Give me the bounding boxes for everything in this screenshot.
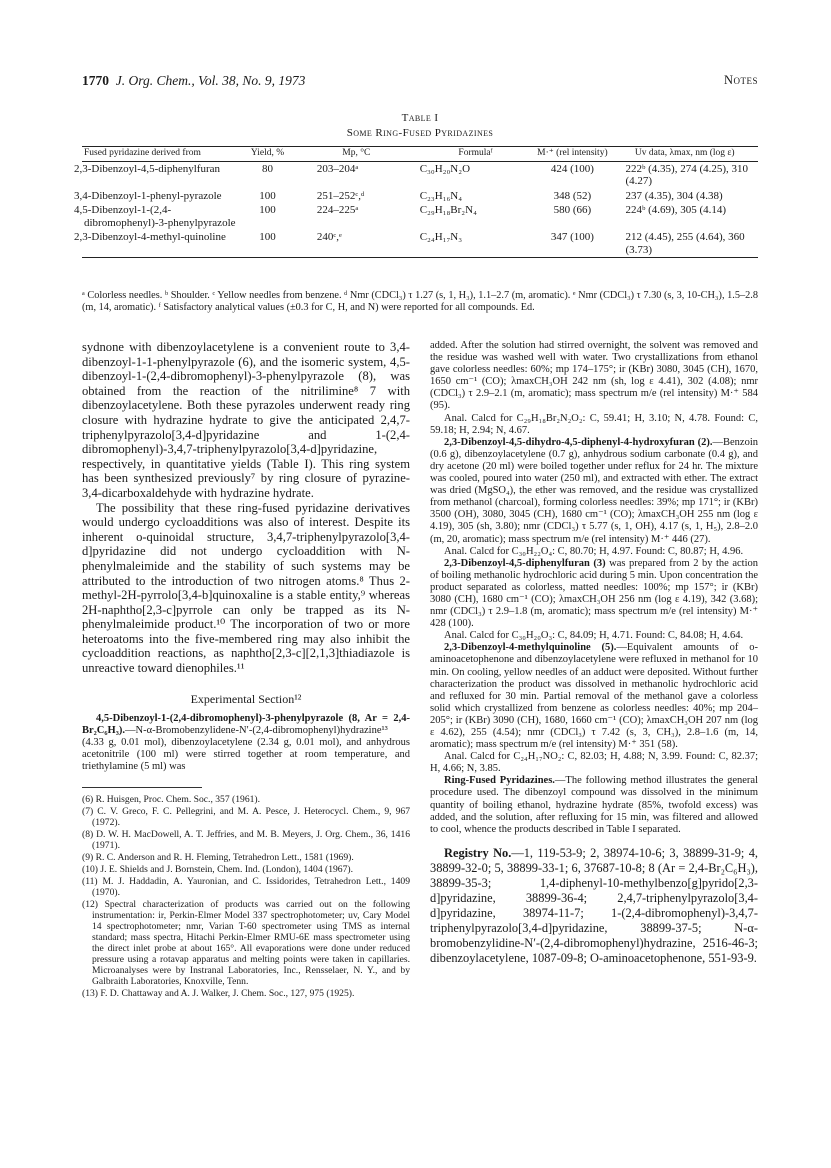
table-header-row: [82, 147, 758, 162]
section-name: Notes: [723, 73, 758, 87]
general-procedure-text: —The following method illustrates the general procedure used. The dibenzoyl compound was dissolved in the minimum quantity of boiling ethanol, hydrazine hydrate (85%, twofold excess) was added, and the solution, after refluxing for 15 min, was filtered and allowed to cool, whence the products described in Table I separated.: [430, 775, 758, 835]
cell-uv: 237 (4.35), 304 (4.38): [625, 189, 723, 202]
compound-3-title: 2,3-Dibenzoyl-4,5-diphenylfuran (3): [444, 557, 606, 569]
compound-8-analysis: Anal. Calcd for C₂₉H₁₈Br₂N₂O₂: C, 59.41; H, 3.10; N, 4.78. Found: C, 59.18; H, 2.94; N, 4.67.: [430, 412, 758, 436]
cell-formula: C₂₃H₁₆N₄: [419, 189, 463, 202]
cell-yield: 100: [259, 204, 276, 216]
table-row: [82, 189, 758, 204]
cell-fused: 2,3-Dibenzoyl-4,5-diphenylfuran: [74, 162, 221, 175]
compound-5-title: 2,3-Dibenzoyl-4-methylquinoline (5).: [444, 642, 617, 654]
compound-2-paragraph: [430, 437, 758, 546]
header-fused: Fused pyridazine derived from: [84, 148, 201, 158]
registry-numbers: [430, 846, 758, 966]
right-column: [430, 340, 758, 966]
cell-ms: 348 (52): [553, 189, 592, 202]
cell-uv: 222ᵇ (4.35), 274 (4.25), 310 (4.27): [625, 162, 749, 187]
running-head-left: [82, 73, 305, 89]
running-head: [82, 73, 758, 93]
compound-5-procedure: —Equivalent amounts of o-aminoacetophenone and dibenzoylacetylene were refluxed in methanol for 10 min. On cooling, yellow needles of an adduct were deposited. Without further characterization the product was dissolved in methanolic hydrochloric acid and refluxed for 30 min. Partial removal of the methanol gave a colorless solid which crystallized from benzene as colorless needles: 40%; mp 204–205°; ir (KBr) 3090 (CH), 1680, 1660 cm⁻¹ (CO); λmaxCH₃OH 207 nm (log ε 4.62), 255 (4.54); nmr (CDCl₃) τ 7.42 (s, 3, CH₃), 2.8–1.6 (m, 14, aromatic); mass spectrum m/e (rel intensity) M·⁺ 351 (58).: [430, 642, 758, 751]
cell-mp: 224–225ᵃ: [316, 204, 359, 216]
table-row: [82, 230, 758, 258]
reference-item: (9) R. C. Anderson and R. H. Fleming, Tetrahedron Lett., 1581 (1969).: [82, 852, 354, 864]
header-yield: Yield, %: [250, 148, 285, 158]
compound-3-paragraph: [430, 558, 758, 631]
table-row: [82, 161, 758, 189]
references-list: [82, 794, 410, 999]
cell-ms: 347 (100): [550, 231, 594, 243]
intro-paragraph-2: The possibility that these ring-fused pyridazine derivatives would undergo cycloadditions was also of interest. Despite its inherent o-quinoidal structure, 3,4,7-triphenylpyrazolo[3,4-d]pyridazine did not undergo cycloaddition with N-phenylmaleimide and the stability of such systems may be attributed to the introduction of two nitrogen atoms.⁸ Thus 2-methyl-2H-pyrrolo[3,4-b]quinoxaline is a stable entity,⁹ whereas 2H-naphtho[2,3-c]pyrrole can only be trapped as its N-phenylmaleimide product.¹⁰ The incorporation of two or more heteroatoms into the five-membered ring may also inhibit the cycloaddition reactions, as naphtho[2,3-c][2,1,3]thiadiazole is unreactive toward dienophiles.¹¹: [82, 500, 410, 676]
cell-yield: 100: [259, 189, 276, 202]
compound-5-paragraph: [430, 642, 758, 751]
compound-5-analysis: Anal. Calcd for C₂₄H₁₇NO₂: C, 82.03; H, 4.88; N, 3.99. Found: C, 82.37; H, 4.66; N, 3.85.: [430, 751, 758, 775]
general-procedure-paragraph: [430, 775, 758, 835]
registry-list: —1, 119-53-9; 2, 38974-10-6; 3, 38899-31-9; 4, 38899-32-0; 5, 38899-33-1; 6, 37687-10-8; 8 (Ar = 2,4-Br₂C₆H₃), 38899-35-3; 1,4-diphenyl-10-methylbenzo[g]pyrido[2,3-d]pyridazine, 38899-36-4; 2,4,7-triphenylpyrazolo[3,4-d]pyridazine, 38974-11-7; 1-(2,4-dibromophenyl)-3,4,7-triphenylpyrazolo[3,4-d]pyridazine, 38899-37-5; N-α-bromobenzylidine-N′-(2,4-dibromophenyl)hydrazine, 2516-46-3; dibenzoylacetylene, 1087-09-8; O-aminoacetophenone, 551-93-9.: [430, 845, 758, 965]
reference-item: (11) M. J. Haddadin, A. Yauronian, and C. Issidorides, Tetrahedron Lett., 1409 (1970).: [82, 876, 410, 899]
journal-citation: J. Org. Chem., Vol. 38, No. 9, 1973: [115, 73, 306, 88]
cell-fused: 4,5-Dibenzoyl-1-(2,4-dibromophenyl)-3-phenylpyrazole: [74, 204, 236, 229]
header-mp: Mp, °C: [342, 148, 371, 158]
reference-item: (13) F. D. Chattaway and A. J. Walker, J. Chem. Soc., 127, 975 (1925).: [82, 988, 355, 1000]
cell-uv: 224ᵇ (4.69), 305 (4.14): [625, 204, 727, 216]
cell-mp: 203–204ᵃ: [316, 162, 359, 175]
pyridazine-table: [74, 146, 758, 258]
cell-uv: 212 (4.45), 255 (4.64), 360 (3.73): [625, 231, 745, 256]
cell-fused: 2,3-Dibenzoyl-4-methyl-quinoline: [74, 231, 226, 243]
reference-item: (8) D. W. H. MacDowell, A. T. Jeffries, and M. B. Meyers, J. Org. Chem., 36, 1416 (1971).: [82, 829, 410, 852]
compound-3-procedure: was prepared from 2 by the action of boiling methanolic hydrochloric acid during 5 min. Upon concentration the product separated as colorless, matted needles: 100%; mp 157°; ir (KBr) 3080 (CH), 1680 cm⁻¹ (CO); λmaxCH₃OH 256 nm (log ε 4.19), 342 (3.68); nmr (CDCl₃) τ 2.9–1.8 (m, aromatic); mass spectrum m/e (rel intensity) M·⁺ 428 (100).: [430, 557, 758, 630]
intro-paragraph-1: sydnone with dibenzoylacetylene is a convenient route to 3,4-dibenzoyl-1-1-phenylpyrazole (6), and the isomeric system, 4,5-dibenzoyl-1-(2,4-dibromophenyl)-3-phenylpyrazole (8), was obtained from the reaction of the nitrilimine⁸ 7 with dibenzoylacetylene. Both these pyrazoles underwent ready ring closure with hydrazine hydrate to give the anticipated 2,4,7-triphenylpyrazolo[3,4-d]pyridazine and 1-(2,4-dibromophenyl)-3,4,7-triphenylpyrazolo[3,4-d]pyridazine, respectively, in quantitative yields (Table I). This ring system has been synthesized previously⁷ by ring closure of pyrazine-3,4-dicarboxaldehyde with hydrazine hydrate.: [82, 340, 410, 500]
reference-item: (12) Spectral characterization of products was carried out on the following instrumentation: ir, Perkin-Elmer Model 337 spectrophotometer; uv, Cary Model 14 spectrophotometer; nmr, Varian T-60 spectrometer using TMS as internal standard; mass spectra, Hitachi Perkin-Elmer RMU-6E mass spectrometer using the direct inlet probe at about 165°. All evaporations were done under reduced pressure using a rotavap apparatus and melting points were taken in capillaries. Microanalyses were by Instranal Laboratories, Inc., Rensselaer, N. Y., and by Galbraith Laboratories, Knoxville, Tenn.: [82, 899, 410, 988]
cell-mp: 251–252ᶜ,ᵈ: [316, 189, 365, 202]
page-number: 1770: [82, 73, 109, 88]
cell-fused: 3,4-Dibenzoyl-1-phenyl-pyrazole: [74, 189, 222, 202]
reference-item: (7) C. V. Greco, F. C. Pellegrini, and M. A. Pesce, J. Heterocycl. Chem., 9, 967 (1972).: [82, 806, 410, 829]
cell-yield: 100: [259, 231, 276, 243]
table-number: Table I: [401, 112, 439, 124]
table-footnotes: ᵃ Colorless needles. ᵇ Shoulder. ᶜ Yellow needles from benzene. ᵈ Nmr (CDCl₃) τ 1.27 (s, 1, H₃), 1.1–2.7 (m, aromatic). ᵉ Nmr (CDCl₃) τ 7.30 (s, 3, 10-CH₃), 1.5–2.8 (m, 14, aromatic). ᶠ Satisfactory analytical values (±0.3 for C, H, and N) were reported for all compounds. Ed.: [82, 290, 758, 313]
header-uv: Uv data, λmax, nm (log ε): [634, 148, 735, 158]
compound-3-analysis: Anal. Calcd for C₃₀H₂₀O₃: C, 84.09; H, 4.71. Found: C, 84.08; H, 4.64.: [444, 630, 744, 642]
experimental-paragraph-1: [82, 713, 410, 773]
header-ms: M·⁺ (rel intensity): [537, 148, 608, 158]
cell-formula: C₂₄H₁₇N₃: [419, 231, 463, 243]
table-row: [82, 203, 758, 230]
header-formula: Formulaᶠ: [458, 148, 493, 158]
left-column: [82, 340, 410, 1000]
compound-8-procedure: —N-α-Bromobenzylidene-N′-(2,4-dibromophenyl)hydrazine¹³ (4.33 g, 0.01 mol), dibenzoylacetylene (2.34 g, 0.01 mol), and anhydrous acetonitrile (100 ml) were stirred together at room temperature, and triethylamine (5 ml) was: [82, 724, 410, 773]
experimental-heading: Experimental Section¹²: [190, 691, 302, 706]
cell-yield: 80: [262, 162, 274, 175]
cell-ms: 424 (100): [550, 162, 594, 175]
general-procedure-title: Ring-Fused Pyridazines.: [444, 775, 555, 787]
cell-ms: 580 (66): [553, 204, 592, 216]
cell-mp: 240ᶜ,ᵉ: [316, 231, 342, 243]
reference-item: (10) J. E. Shields and J. Bornstein, Chem. Ind. (London), 1404 (1967).: [82, 864, 353, 876]
compound-2-procedure: —Benzoin (0.6 g), dibenzoylacetylene (0.7 g), anhydrous sodium carbonate (0.4 g), and dry acetone (20 ml) were boiled together under reflux for 24 hr. The mixture was cooled, poured into water (250 ml), and extracted with ether. The extract was dried (MgSO₄), the ether was removed, and the residue was crystallized from methanol (charcoal), forming colorless needles: 39%; mp 171°; ir (KBr) 3500 (OH), 3080, 3045 (CH), 1680 cm⁻¹ (CO); λmaxCH₃OH 255 nm (log ε 4.19), 305 (sh, 3.80); nmr (CDCl₃) τ 5.77 (s, 1, OH), 4.17 (s, 1, H₅), 2.8–2.0 (m, 20, aromatic); mass spectrum m/e (rel intensity) M·⁺ 446 (27).: [430, 436, 758, 545]
registry-label: Registry No.: [444, 845, 512, 860]
cell-formula: C₂₉H₁₈Br₂N₄: [419, 204, 477, 216]
table-title: Some Ring-Fused Pyridazines: [346, 127, 494, 139]
compound-2-analysis: Anal. Calcd for C₃₀H₂₂O₄: C, 80.70; H, 4.97. Found: C, 80.87; H, 4.96.: [444, 545, 744, 557]
compound-8-continued: added. After the solution had stirred overnight, the solvent was removed and the residue was washed well with water. Two crystallizations from ethanol gave colorless needles: 60%; mp 174–175°; ir (KBr) 3080, 3045 (CH), 1670, 1650 cm⁻¹ (CO); λmaxCH₃OH 242 nm (sh, log ε 4.41), 302 (4.08); nmr (CDCl₃) τ 2.9–2.1 (m, aromatic); mass spectrum m/e (rel intensity) M·⁺ 584 (95).: [430, 340, 758, 412]
compound-2-title: 2,3-Dibenzoyl-4,5-dihydro-4,5-diphenyl-4-hydroxyfuran (2).: [444, 436, 713, 448]
compound-8-title: 4,5-Dibenzoyl-1-(2,4-dibromophenyl)-3-phenylpyrazole (8, Ar = 2,4-Br₂C₆H₃).: [82, 712, 410, 736]
cell-formula: C₃₀H₂₀N₂O: [419, 162, 471, 175]
reference-item: (6) R. Huisgen, Proc. Chem. Soc., 357 (1961).: [82, 794, 260, 806]
